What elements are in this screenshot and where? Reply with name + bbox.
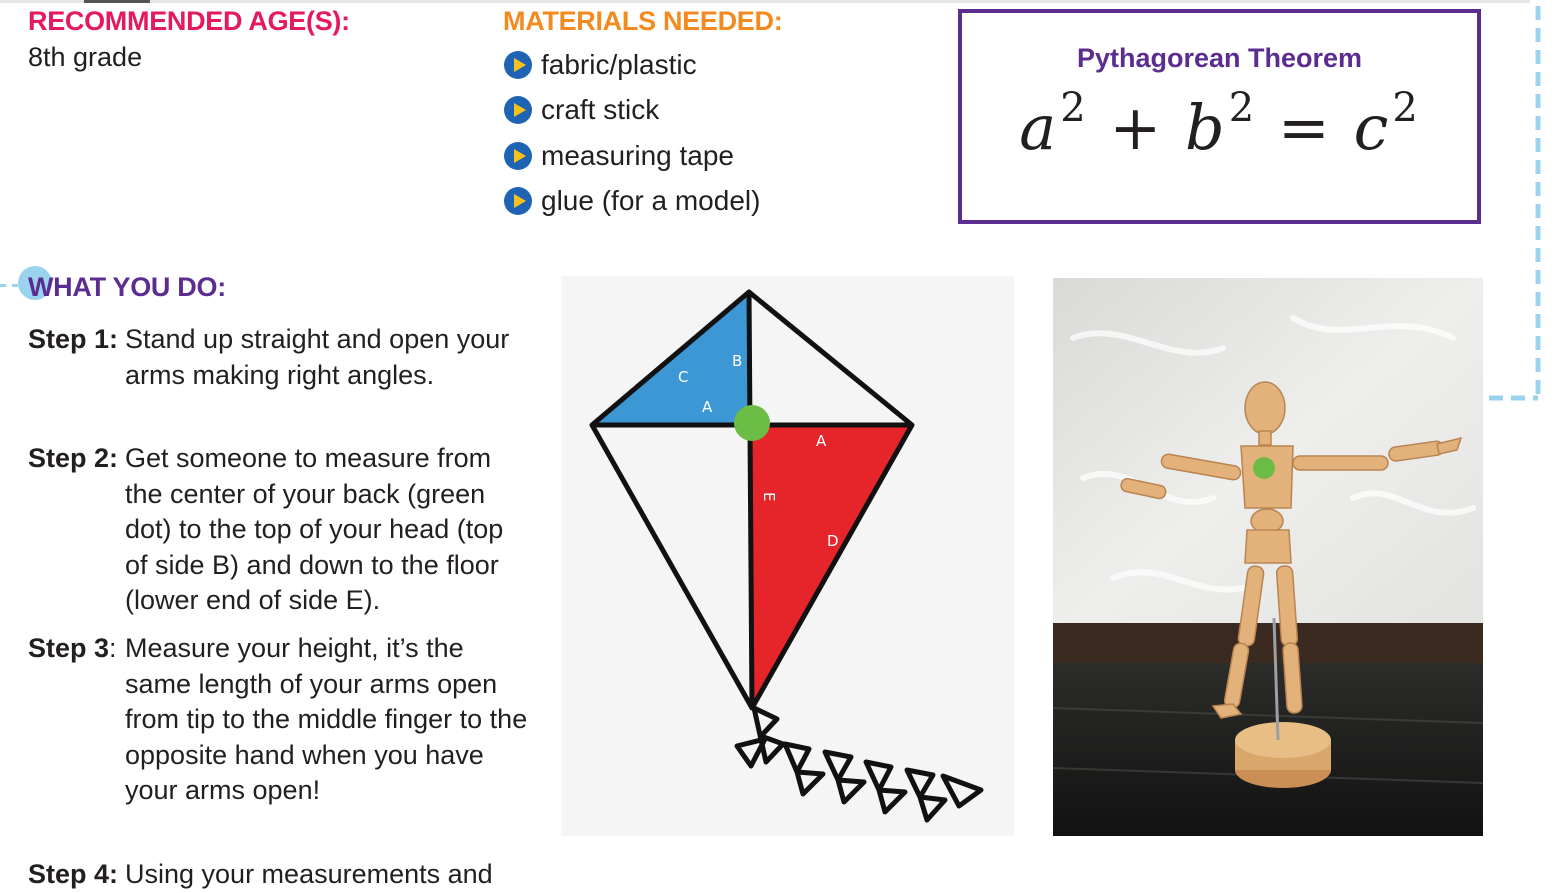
step-label: Step 2: [28,443,119,473]
mannequin-photo [1053,278,1483,836]
age-value: 8th grade [28,42,143,72]
theorem-formula [962,85,1477,191]
kite-label-a-lower: A [816,432,827,450]
materials-list [503,42,760,224]
step-1 [28,322,528,393]
kite-label-a-upper: A [702,398,713,416]
top-rule [0,0,1530,3]
theorem-title: Pythagorean Theorem [1076,43,1363,73]
kite-center-dot [734,405,770,441]
step-label: Step 1: [28,324,119,354]
section-dash-line [0,284,18,287]
step-4 [28,857,528,893]
kite-spine [749,292,752,708]
step-text: Using your measurements and [125,859,493,889]
play-bullet-icon [503,186,533,216]
step-2 [28,441,528,619]
material-label: measuring tape [541,139,735,171]
photo-center-dot [1253,457,1275,479]
kite-label-e: E [760,492,778,502]
formula-var-b: b [1185,91,1227,164]
formula-exponent: 2 [1392,85,1420,131]
step-text: Get someone to measure from the center of your back (green dot) to the top of your head (top of side B) and down to the floor (lower end of side E). [125,443,504,615]
play-bullet-icon [503,50,533,80]
kite-label-d: D [827,532,839,550]
material-item [503,179,760,225]
step-text: Measure your height, it’s the same length of your arms open from tip to the middle finger to the opposite hand when you have your arms open! [125,633,528,805]
material-item [503,42,760,88]
formula-exponent: 2 [1060,85,1088,131]
what-you-do-heading: WHAT YOU DO: [28,272,226,302]
top-rule-mark [84,0,150,3]
kite-label-b: B [732,352,743,370]
material-item [503,88,760,134]
dashed-connector [1485,0,1557,410]
step-label [28,631,117,667]
step-label-text: Step 3 [28,633,110,663]
step-label-sep: : [109,633,117,663]
step-label: Step 4: [28,859,119,889]
formula-var-a: a [1019,91,1059,164]
formula-exponent: 2 [1228,85,1257,131]
kite-diagram [561,276,1014,836]
material-item [503,133,760,179]
kite-tail [737,708,981,820]
play-bullet-icon [503,95,533,125]
formula-equals: = [1277,91,1332,164]
formula-var-c: c [1353,91,1391,164]
step-3 [28,631,528,809]
material-label: craft stick [541,94,660,126]
kite-label-c: C [678,368,689,386]
age-heading: RECOMMENDED AGE(S): [28,6,350,36]
material-label: fabric/plastic [541,48,697,80]
step-text: Stand up straight and open your arms making right angles. [125,324,510,390]
theorem-box [958,9,1481,224]
material-label: glue (for a model) [541,185,761,217]
materials-heading: MATERIALS NEEDED: [503,6,783,36]
play-bullet-icon [503,141,533,171]
formula-plus: + [1109,91,1164,164]
